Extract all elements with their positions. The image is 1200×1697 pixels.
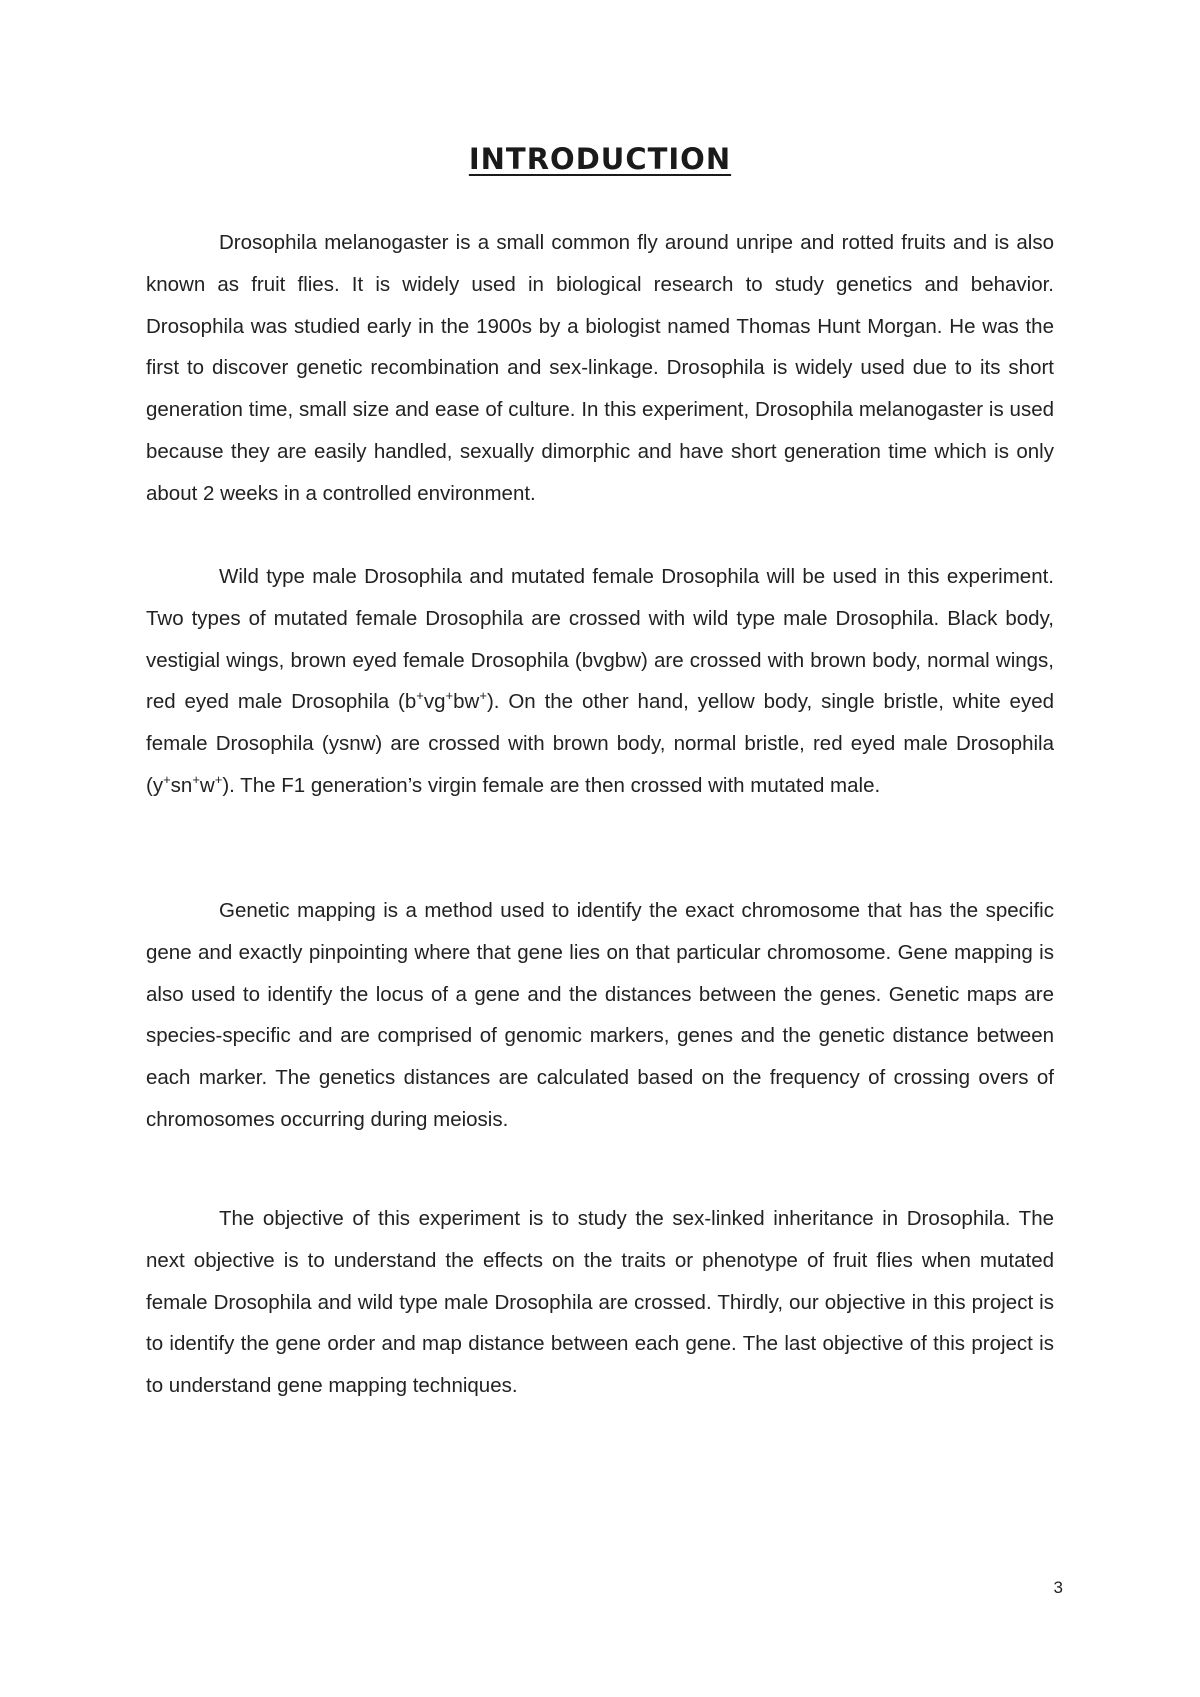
wild-type-superscript: + [192,772,200,788]
wild-type-superscript: + [445,688,454,704]
wild-type-superscript: + [214,772,223,788]
paragraph-2-part-b: vg [423,690,446,714]
page-title: INTRODUCTION [468,142,732,176]
paragraph-1: Drosophila melanogaster is a small common fly around unripe and rotted fruits and is also known as fruit flies. It is widely used in biological research to study genetics and behavior. Drosophila was studied early in the 1900s by a biologist named Thomas Hunt Morgan. He was the first to discover genetic recombination and sex-linkage. Drosophila is widely used due to its short generation time, small size and ease of culture. In this experiment, Drosophila melanogaster is used because they are easily handled, sexually dimorphic and have short generation time which is only about 2 weeks in a controlled environment. [146,231,1054,505]
paragraph-2-part-c: bw [453,690,480,714]
wild-type-superscript: + [416,688,424,704]
paragraph-2 [146,556,1054,807]
paragraph-2-part-a: Wild type male Drosophila and mutated female Drosophila will be used in this experiment. Two types of mutated female Drosophila are crossed with wild type male Drosophila. Black body, vestigial wings, brown eyed female Drosophila (bvgbw) are crossed with brown body, normal wings, red eyed male Drosophila (b [146,565,1054,714]
wild-type-superscript: + [163,772,171,788]
paragraph-2-part-e: sn [170,773,193,797]
paragraph-2-part-d: ). On the other hand, yellow body, single bristle, white eyed female Drosophila (ysnw) are crossed with brown body, normal bristle, red eyed male Drosophila (y [146,690,1054,797]
paragraph-2-part-f: w [199,773,215,797]
paragraph-2-part-g: ). The F1 generation’s virgin female are then crossed with mutated male. [222,773,881,797]
paragraph-3: Genetic mapping is a method used to identify the exact chromosome that has the specific gene and exactly pinpointing where that gene lies on that particular chromosome. Gene mapping is also used to identify the locus of a gene and the distances between the genes. Genetic maps are species-specific and are comprised of genomic markers, genes and the genetic distance between each marker. The genetics distances are calculated based on the frequency of crossing overs of chromosomes occurring during meiosis. [146,899,1054,1131]
page-number: 3 [1053,1578,1063,1597]
paragraph-4: The objective of this experiment is to study the sex-linked inheritance in Drosophila. The next objective is to understand the effects on the traits or phenotype of fruit flies when mutated female Drosophila and wild type male Drosophila are crossed. Thirdly, our objective in this project is to identify the gene order and map distance between each gene. The last objective of this project is to understand gene mapping techniques. [146,1207,1054,1398]
wild-type-superscript: + [479,688,487,704]
